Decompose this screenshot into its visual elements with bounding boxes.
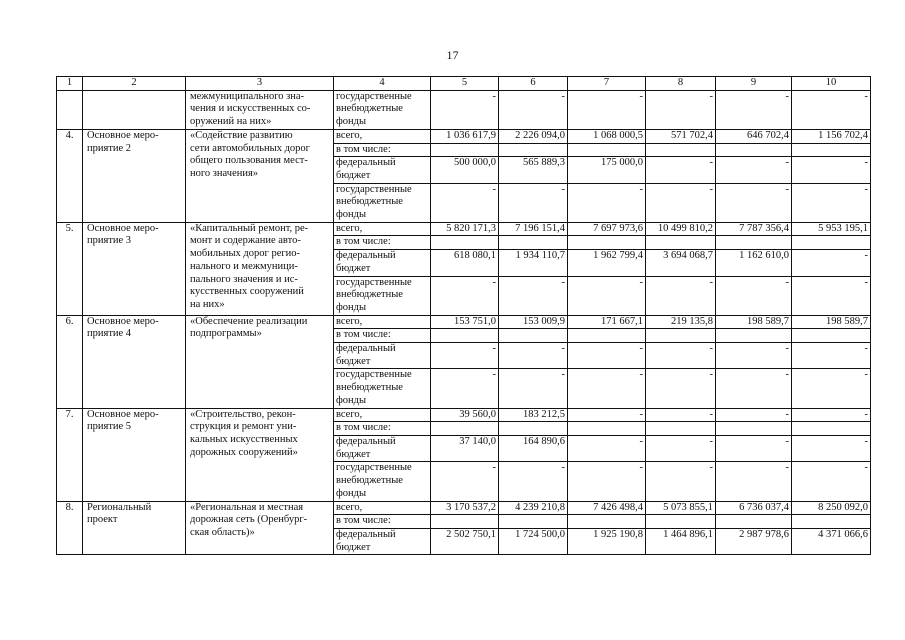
value-cell: 175 000,0 xyxy=(568,157,646,183)
value-cell: 8 250 092,0 xyxy=(792,501,871,515)
measure-description-line: «Обеспечение реализации xyxy=(190,315,308,327)
measure-name-line: Региональный xyxy=(87,501,152,513)
value-cell: - xyxy=(431,276,499,315)
value-cell xyxy=(499,515,568,529)
value-cell: 1 934 110,7 xyxy=(499,250,568,276)
value-cell xyxy=(646,236,716,250)
measure-name-line: Основное меро- xyxy=(87,222,159,234)
value-cell xyxy=(646,515,716,529)
funding-source-line: фонды xyxy=(336,209,367,221)
value-cell: - xyxy=(716,369,792,408)
value-cell: - xyxy=(499,369,568,408)
value-cell: 1 925 190,8 xyxy=(568,528,646,554)
funding-source-cell xyxy=(334,143,431,157)
value-cell: - xyxy=(792,276,871,315)
funding-source-line: в том числе: xyxy=(336,329,391,341)
header-cell: 4 xyxy=(334,77,431,91)
funding-source-cell xyxy=(334,129,431,143)
funding-source-line: федеральный xyxy=(336,528,396,540)
measure-description-line: «Содействие развитию xyxy=(190,129,293,141)
value-cell xyxy=(716,236,792,250)
value-cell: - xyxy=(716,343,792,369)
value-cell: - xyxy=(716,157,792,183)
value-cell: 1 724 500,0 xyxy=(499,528,568,554)
table-row xyxy=(57,222,871,236)
value-cell: - xyxy=(568,343,646,369)
measure-description-line: струкция и ремонт уни- xyxy=(190,421,297,433)
funding-source-line: федеральный xyxy=(336,250,396,262)
value-cell: 3 694 068,7 xyxy=(646,250,716,276)
header-cell: 2 xyxy=(83,77,186,91)
measure-description-line: сети автомобильных дорог xyxy=(190,142,310,154)
measure-name-cell xyxy=(83,129,186,222)
funding-source-line: бюджет xyxy=(336,541,371,553)
value-cell xyxy=(499,236,568,250)
funding-source-cell xyxy=(334,157,431,183)
value-cell: - xyxy=(568,90,646,129)
value-cell xyxy=(792,143,871,157)
value-cell: - xyxy=(646,462,716,501)
value-cell: - xyxy=(499,276,568,315)
funding-source-line: государственные xyxy=(336,276,412,288)
value-cell: 1 068 000,5 xyxy=(568,129,646,143)
value-cell xyxy=(568,143,646,157)
funding-source-line: в том числе: xyxy=(336,422,391,434)
table-row xyxy=(57,408,871,422)
item-number-cell: 6. xyxy=(57,315,83,408)
value-cell xyxy=(646,329,716,343)
value-cell: - xyxy=(792,157,871,183)
value-cell xyxy=(792,236,871,250)
funding-source-line: всего, xyxy=(336,501,363,513)
measure-name-line: Основное меро- xyxy=(87,315,159,327)
measure-description-cell xyxy=(186,129,334,222)
value-cell: - xyxy=(646,90,716,129)
funding-source-line: фонды xyxy=(336,301,367,313)
header-cell: 9 xyxy=(716,77,792,91)
value-cell: - xyxy=(568,462,646,501)
measure-description-line: мобильных дорог регио- xyxy=(190,248,301,260)
value-cell: 571 702,4 xyxy=(646,129,716,143)
value-cell: - xyxy=(646,435,716,461)
value-cell xyxy=(568,329,646,343)
value-cell: - xyxy=(646,183,716,222)
value-cell: 1 962 799,4 xyxy=(568,250,646,276)
measure-name-cell xyxy=(83,408,186,501)
value-cell xyxy=(431,422,499,436)
value-cell xyxy=(716,329,792,343)
measure-description-cell xyxy=(186,408,334,501)
value-cell xyxy=(568,515,646,529)
header-cell: 10 xyxy=(792,77,871,91)
table-row xyxy=(57,90,871,129)
value-cell: - xyxy=(431,183,499,222)
value-cell: 198 589,7 xyxy=(792,315,871,329)
value-cell xyxy=(716,515,792,529)
value-cell: 198 589,7 xyxy=(716,315,792,329)
funding-source-line: внебюджетные xyxy=(336,289,403,301)
value-cell: 7 787 356,4 xyxy=(716,222,792,236)
funding-source-cell xyxy=(334,515,431,529)
value-cell xyxy=(716,143,792,157)
value-cell: 5 073 855,1 xyxy=(646,501,716,515)
value-cell: 7 196 151,4 xyxy=(499,222,568,236)
item-number-cell: 4. xyxy=(57,129,83,222)
value-cell: 618 080,1 xyxy=(431,250,499,276)
funding-source-line: фонды xyxy=(336,487,367,499)
measure-name-cell xyxy=(83,222,186,315)
value-cell: - xyxy=(499,90,568,129)
value-cell: - xyxy=(568,276,646,315)
funding-source-line: фонды xyxy=(336,116,367,128)
header-cell: 7 xyxy=(568,77,646,91)
funding-source-cell xyxy=(334,329,431,343)
value-cell: - xyxy=(568,183,646,222)
measure-name-line: приятие 4 xyxy=(87,328,132,340)
value-cell: 1 162 610,0 xyxy=(716,250,792,276)
value-cell: 5 820 171,3 xyxy=(431,222,499,236)
funding-source-cell xyxy=(334,462,431,501)
value-cell: 219 135,8 xyxy=(646,315,716,329)
measure-description-line: «Капитальный ремонт, ре- xyxy=(190,222,309,234)
value-cell: - xyxy=(646,408,716,422)
value-cell: - xyxy=(646,343,716,369)
funding-source-cell xyxy=(334,90,431,129)
table-row xyxy=(57,501,871,515)
value-cell xyxy=(792,515,871,529)
value-cell: 10 499 810,2 xyxy=(646,222,716,236)
value-cell: 2 226 094,0 xyxy=(499,129,568,143)
measure-name-line: Основное меро- xyxy=(87,129,159,141)
funding-source-line: бюджет xyxy=(336,169,371,181)
value-cell xyxy=(568,236,646,250)
measure-description-line: подпрограммы» xyxy=(190,328,262,340)
header-cell: 5 xyxy=(431,77,499,91)
funding-source-line: государственные xyxy=(336,90,412,102)
value-cell xyxy=(792,329,871,343)
funding-source-cell xyxy=(334,528,431,554)
measure-description-line: чения и искусственных со- xyxy=(190,103,311,115)
funding-source-line: всего, xyxy=(336,222,363,234)
measure-description-cell xyxy=(186,90,334,129)
measure-description-cell xyxy=(186,501,334,555)
value-cell xyxy=(716,422,792,436)
value-cell: 1 036 617,9 xyxy=(431,129,499,143)
value-cell xyxy=(568,422,646,436)
value-cell: - xyxy=(431,462,499,501)
value-cell xyxy=(431,515,499,529)
funding-source-line: федеральный xyxy=(336,435,396,447)
measure-name-line: проект xyxy=(87,514,118,526)
value-cell: - xyxy=(568,369,646,408)
funding-source-line: внебюджетные xyxy=(336,103,403,115)
value-cell: 171 667,1 xyxy=(568,315,646,329)
value-cell: 3 170 537,2 xyxy=(431,501,499,515)
measure-description-line: монт и содержание авто- xyxy=(190,235,301,247)
funding-source-line: государственные xyxy=(336,462,412,474)
value-cell: - xyxy=(646,276,716,315)
funding-source-line: внебюджетные xyxy=(336,475,403,487)
header-cell: 8 xyxy=(646,77,716,91)
value-cell: - xyxy=(646,157,716,183)
measure-name-cell xyxy=(83,315,186,408)
measure-description-line: пального значения и ис- xyxy=(190,273,298,285)
measure-description-line: дорожная сеть (Оренбург- xyxy=(190,514,308,526)
measure-description-line: нального и межмуници- xyxy=(190,260,298,272)
value-cell: 4 371 066,6 xyxy=(792,528,871,554)
funding-source-line: государственные xyxy=(336,183,412,195)
value-cell: 5 953 195,1 xyxy=(792,222,871,236)
value-cell xyxy=(431,329,499,343)
funding-source-line: бюджет xyxy=(336,448,371,460)
value-cell: - xyxy=(716,183,792,222)
value-cell: 1 156 702,4 xyxy=(792,129,871,143)
funding-source-cell xyxy=(334,236,431,250)
funding-source-line: всего, xyxy=(336,129,363,141)
value-cell: 2 987 978,6 xyxy=(716,528,792,554)
measure-description-line: общего пользования мест- xyxy=(190,155,308,167)
funding-source-line: в том числе: xyxy=(336,143,391,155)
value-cell: - xyxy=(716,90,792,129)
measure-description-line: дорожных сооружений» xyxy=(190,446,298,458)
funding-source-line: федеральный xyxy=(336,157,396,169)
funding-source-line: бюджет xyxy=(336,262,371,274)
funding-source-line: всего, xyxy=(336,408,363,420)
value-cell: - xyxy=(499,462,568,501)
value-cell: 7 426 498,4 xyxy=(568,501,646,515)
value-cell: 565 889,3 xyxy=(499,157,568,183)
item-number-cell: 7. xyxy=(57,408,83,501)
budget-table xyxy=(56,76,871,555)
value-cell: 4 239 210,8 xyxy=(499,501,568,515)
header-row xyxy=(57,77,871,91)
value-cell: - xyxy=(792,408,871,422)
value-cell: 164 890,6 xyxy=(499,435,568,461)
funding-source-cell xyxy=(334,222,431,236)
measure-description-line: межмуниципального зна- xyxy=(190,90,305,102)
measure-name-cell xyxy=(83,501,186,555)
measure-name-cell xyxy=(83,90,186,129)
value-cell: - xyxy=(568,435,646,461)
value-cell xyxy=(431,143,499,157)
funding-source-line: в том числе: xyxy=(336,236,391,248)
funding-source-line: в том числе: xyxy=(336,515,391,527)
value-cell: - xyxy=(646,369,716,408)
value-cell: - xyxy=(792,369,871,408)
item-number-cell: 5. xyxy=(57,222,83,315)
value-cell: - xyxy=(431,369,499,408)
table-row xyxy=(57,129,871,143)
value-cell: - xyxy=(499,343,568,369)
header-cell: 1 xyxy=(57,77,83,91)
value-cell xyxy=(431,236,499,250)
value-cell: 39 560,0 xyxy=(431,408,499,422)
funding-source-cell xyxy=(334,343,431,369)
value-cell: - xyxy=(716,276,792,315)
value-cell: - xyxy=(499,183,568,222)
funding-source-cell xyxy=(334,501,431,515)
value-cell xyxy=(499,422,568,436)
item-number-cell: 8. xyxy=(57,501,83,555)
measure-description-cell xyxy=(186,315,334,408)
value-cell: 153 751,0 xyxy=(431,315,499,329)
funding-source-cell xyxy=(334,315,431,329)
value-cell: - xyxy=(431,90,499,129)
value-cell: 153 009,9 xyxy=(499,315,568,329)
funding-source-line: бюджет xyxy=(336,355,371,367)
measure-description-line: кусственных сооружений xyxy=(190,286,304,298)
measure-description-line: «Региональная и местная xyxy=(190,501,304,513)
measure-description-line: «Строительство, рекон- xyxy=(190,408,296,420)
funding-source-cell xyxy=(334,276,431,315)
measure-description-line: на них» xyxy=(190,298,225,310)
header-cell: 6 xyxy=(499,77,568,91)
measure-name-line: приятие 3 xyxy=(87,235,132,247)
value-cell xyxy=(499,329,568,343)
value-cell: - xyxy=(431,343,499,369)
value-cell: 1 464 896,1 xyxy=(646,528,716,554)
value-cell: - xyxy=(792,183,871,222)
funding-source-line: всего, xyxy=(336,315,363,327)
funding-source-cell xyxy=(334,435,431,461)
value-cell: 500 000,0 xyxy=(431,157,499,183)
funding-source-cell xyxy=(334,422,431,436)
value-cell: - xyxy=(792,250,871,276)
measure-description-line: ская область)» xyxy=(190,526,255,538)
funding-source-cell xyxy=(334,408,431,422)
header-cell: 3 xyxy=(186,77,334,91)
measure-name-line: приятие 5 xyxy=(87,421,132,433)
value-cell: - xyxy=(568,408,646,422)
value-cell: 183 212,5 xyxy=(499,408,568,422)
value-cell: 646 702,4 xyxy=(716,129,792,143)
value-cell: 7 697 973,6 xyxy=(568,222,646,236)
measure-name-line: приятие 2 xyxy=(87,142,132,154)
funding-source-line: фонды xyxy=(336,394,367,406)
funding-source-cell xyxy=(334,183,431,222)
measure-description-line: кальных искусственных xyxy=(190,433,298,445)
value-cell: - xyxy=(716,462,792,501)
value-cell: - xyxy=(792,343,871,369)
funding-source-line: внебюджетные xyxy=(336,382,403,394)
value-cell xyxy=(646,143,716,157)
value-cell xyxy=(792,422,871,436)
funding-source-line: внебюджетные xyxy=(336,196,403,208)
funding-source-cell xyxy=(334,250,431,276)
page-number: 17 xyxy=(446,48,459,62)
item-number-cell xyxy=(57,90,83,129)
measure-description-cell xyxy=(186,222,334,315)
value-cell: 2 502 750,1 xyxy=(431,528,499,554)
table-row xyxy=(57,315,871,329)
value-cell: 6 736 037,4 xyxy=(716,501,792,515)
value-cell: - xyxy=(792,435,871,461)
value-cell: - xyxy=(792,462,871,501)
measure-description-line: оружений на них» xyxy=(190,116,272,128)
funding-source-line: федеральный xyxy=(336,343,396,355)
value-cell xyxy=(499,143,568,157)
measure-description-line: ного значения» xyxy=(190,167,259,179)
value-cell xyxy=(646,422,716,436)
value-cell: 37 140,0 xyxy=(431,435,499,461)
value-cell: - xyxy=(792,90,871,129)
value-cell: - xyxy=(716,435,792,461)
funding-source-line: государственные xyxy=(336,369,412,381)
funding-source-cell xyxy=(334,369,431,408)
value-cell: - xyxy=(716,408,792,422)
measure-name-line: Основное меро- xyxy=(87,408,159,420)
